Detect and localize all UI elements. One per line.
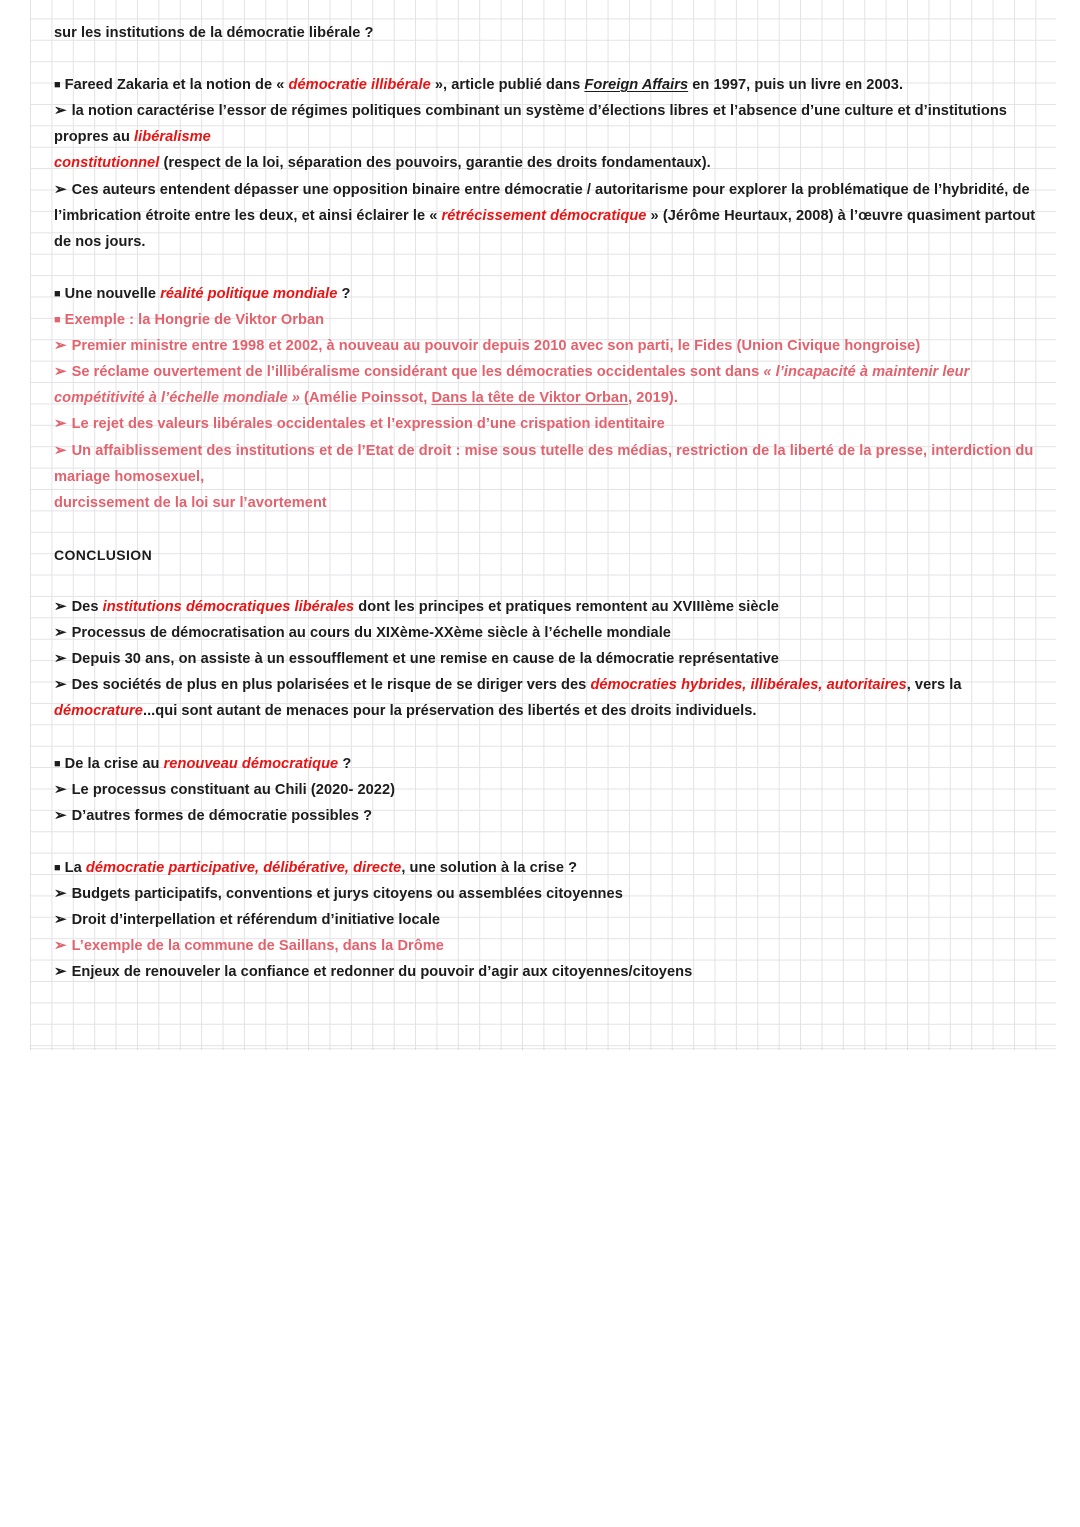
auteurs-text-b: » ( bbox=[646, 207, 668, 224]
notion-term-line1: libéralisme bbox=[134, 129, 211, 146]
auteurs-text-a: Ces auteurs entendent dépasser une opposition binaire entre démocratie / autoritarisme pour explorer la problématique de l’hybridité, de l’imbrication étroite entre les deux, et ainsi éclairer le « bbox=[54, 181, 1030, 224]
arrow-bullet-icon: ➢ bbox=[54, 624, 67, 642]
conclusion-item-2 bbox=[54, 620, 1046, 646]
hongrie-point-4-cont-text: durcissement de la loi sur l’avortement bbox=[54, 494, 327, 511]
square-bullet-icon: ■ bbox=[54, 79, 61, 92]
hongrie-point-2-text-b: ( bbox=[299, 390, 309, 407]
square-bullet-icon: ■ bbox=[54, 287, 61, 300]
arrow-bullet-icon: ➢ bbox=[54, 963, 67, 981]
conclusion-heading bbox=[54, 542, 1046, 568]
participative-item-4 bbox=[54, 959, 1046, 985]
hongrie-point-4-cont bbox=[54, 490, 1046, 516]
conclusion-heading-text: CONCLUSION bbox=[54, 546, 153, 563]
hongrie-point-2-text-c: , bbox=[423, 390, 432, 407]
notion-text-a: la notion caractérise l’essor de régimes politiques combinant un système d’élections libres et l’absence d’une culture et d’institutions propres au bbox=[54, 103, 1007, 146]
conclusion-item-2-text: Processus de démocratisation au cours du XIXème-XXème siècle à l’échelle mondiale bbox=[71, 625, 671, 642]
hongrie-point-3-text: Le rejet des valeurs libérales occidentales et l’expression d’une crispation identitaire bbox=[71, 416, 665, 433]
arrow-bullet-icon: ➢ bbox=[54, 885, 67, 903]
renouveau-title-b: ? bbox=[338, 755, 352, 772]
arrow-bullet-icon: ➢ bbox=[54, 650, 67, 668]
arrow-bullet-icon: ➢ bbox=[54, 180, 67, 198]
zakaria-name: Fareed Zakaria bbox=[64, 77, 169, 94]
intro-text: sur les institutions de la démocratie libérale ? bbox=[54, 25, 374, 41]
participative-item-1 bbox=[54, 881, 1046, 907]
arrow-bullet-icon: ➢ bbox=[54, 337, 67, 355]
renouveau-item-1 bbox=[54, 777, 1046, 803]
conclusion-item-4-a: Des sociétés de plus en plus polarisées et le risque de se diriger vers des bbox=[71, 677, 591, 694]
arrow-bullet-icon: ➢ bbox=[54, 676, 67, 694]
participative-item-3 bbox=[54, 933, 1046, 959]
arrow-bullet-icon: ➢ bbox=[54, 363, 67, 381]
conclusion-item-3 bbox=[54, 646, 1046, 672]
spacer bbox=[54, 829, 1046, 855]
participative-item-4-text: Enjeux de renouveler la confiance et redonner du pouvoir d’agir aux citoyennes/citoyens bbox=[71, 964, 693, 981]
participative-title-a: La bbox=[64, 860, 86, 876]
arrow-bullet-icon: ➢ bbox=[54, 441, 67, 459]
participative-title-b: , une solution à la crise ? bbox=[401, 860, 578, 876]
hongrie-heading bbox=[54, 307, 1046, 333]
conclusion-item-1 bbox=[54, 594, 1046, 620]
hongrie-point-2-book: Dans la tête de Viktor Orban bbox=[431, 390, 629, 407]
realite-text-a: Une nouvelle bbox=[64, 285, 161, 302]
notes-content bbox=[54, 20, 1046, 985]
arrow-bullet-icon: ➢ bbox=[54, 806, 67, 824]
hongrie-point-2-quote: « l’incapacité à maintenir leur compétitivité à l’échelle mondiale » bbox=[54, 364, 970, 407]
notion-term-line2: constitutionnel bbox=[54, 155, 160, 172]
participative-item-3-text: L’exemple de la commune de Saillans, dans la Drôme bbox=[71, 938, 444, 955]
hongrie-name: Viktor Orban bbox=[235, 312, 325, 329]
conclusion-item-4-b: , vers la bbox=[906, 677, 962, 694]
notion-text-b: (respect de la loi, séparation des pouvoirs, garantie des droits fondamentaux). bbox=[159, 155, 711, 172]
arrow-bullet-icon: ➢ bbox=[54, 598, 67, 616]
realite-text-b: ? bbox=[337, 285, 351, 302]
renouveau-title-term: renouveau démocratique bbox=[163, 755, 339, 772]
arrow-bullet-icon: ➢ bbox=[54, 415, 67, 433]
renouveau-item-1-text: Le processus constituant au Chili (2020- 2022) bbox=[71, 781, 396, 798]
conclusion-item-1-b: dont les principes et pratiques remontent au XVIIIème siècle bbox=[354, 599, 779, 616]
zakaria-journal: Foreign Affairs bbox=[584, 77, 689, 94]
realite-heading bbox=[54, 281, 1046, 307]
square-bullet-icon: ■ bbox=[54, 862, 61, 874]
hongrie-point-2-text-d: , 2019). bbox=[628, 390, 678, 407]
spacer bbox=[54, 46, 1046, 72]
hongrie-point-1 bbox=[54, 333, 1046, 359]
conclusion-item-4-c: ...qui sont autant de menaces pour la préservation des libertés et des droits individuels. bbox=[142, 703, 757, 720]
zakaria-text-b: », article publié dans bbox=[430, 77, 585, 94]
hongrie-point-4-text: Un affaiblissement des institutions et de l’Etat de droit : mise sous tutelle des médias, restriction de la liberté de la presse, interdiction du mariage homosexuel, bbox=[54, 442, 1034, 485]
renouveau-title-a: De la crise au bbox=[64, 755, 164, 772]
auteurs-paragraph bbox=[54, 177, 1046, 255]
participative-heading bbox=[54, 855, 1046, 881]
square-bullet-icon: ■ bbox=[54, 314, 61, 327]
arrow-bullet-icon: ➢ bbox=[54, 911, 67, 929]
renouveau-heading bbox=[54, 751, 1046, 777]
renouveau-item-2-text: D’autres formes de démocratie possibles ? bbox=[71, 807, 373, 824]
renouveau-item-2 bbox=[54, 803, 1046, 829]
intro-line bbox=[54, 20, 1046, 46]
hongrie-point-2-author: Amélie Poinssot bbox=[308, 390, 424, 407]
participative-item-2 bbox=[54, 907, 1046, 933]
hongrie-point-4 bbox=[54, 438, 1046, 490]
notion-paragraph bbox=[54, 98, 1046, 150]
auteurs-text-c: , 2008) à l’œuvre quasiment partout de nos jours. bbox=[54, 207, 1036, 250]
notion-paragraph-cont bbox=[54, 150, 1046, 176]
conclusion-item-1-a: Des bbox=[71, 599, 103, 616]
conclusion-item-3-text: Depuis 30 ans, on assiste à un essoufflement et une remise en cause de la démocratie représentative bbox=[71, 651, 779, 668]
hongrie-label: Exemple : la Hongrie de bbox=[64, 312, 236, 329]
conclusion-item-4 bbox=[54, 672, 1046, 724]
zakaria-term: démocratie illibérale bbox=[288, 77, 431, 94]
conclusion-item-4-term2: démocrature bbox=[54, 703, 143, 720]
hongrie-point-3 bbox=[54, 411, 1046, 437]
hongrie-point-2 bbox=[54, 359, 1046, 411]
participative-item-2-text: Droit d’interpellation et référendum d’initiative locale bbox=[71, 912, 441, 929]
participative-title-term: démocratie participative, délibérative, directe bbox=[85, 860, 402, 876]
arrow-bullet-icon: ➢ bbox=[54, 937, 67, 955]
spacer bbox=[54, 255, 1046, 281]
participative-item-1-text: Budgets participatifs, conventions et jurys citoyens ou assemblées citoyennes bbox=[71, 886, 623, 903]
auteurs-author: Jérôme Heurtaux bbox=[667, 207, 788, 224]
spacer bbox=[54, 568, 1046, 594]
conclusion-item-4-term: démocraties hybrides, illibérales, autoritaires bbox=[590, 677, 907, 694]
realite-term: réalité politique mondiale bbox=[160, 285, 338, 302]
arrow-bullet-icon: ➢ bbox=[54, 102, 67, 120]
zakaria-text-a: et la notion de « bbox=[168, 77, 289, 94]
square-bullet-icon: ■ bbox=[54, 757, 61, 770]
spacer bbox=[54, 516, 1046, 542]
hongrie-point-1-text: Premier ministre entre 1998 et 2002, à nouveau au pouvoir depuis 2010 avec son parti, le Fides (Union Civique hongroise) bbox=[71, 338, 921, 355]
auteurs-term: rétrécissement démocratique bbox=[441, 207, 647, 224]
zakaria-text-c: en 1997, puis un livre en 2003. bbox=[688, 77, 904, 94]
hongrie-point-2-text-a: Se réclame ouvertement de l’illibéralisme considérant que les démocraties occidentales sont dans bbox=[71, 364, 764, 381]
spacer bbox=[54, 725, 1046, 751]
conclusion-item-1-term: institutions démocratiques libérales bbox=[102, 599, 355, 616]
zakaria-paragraph bbox=[54, 72, 1046, 98]
arrow-bullet-icon: ➢ bbox=[54, 780, 67, 798]
